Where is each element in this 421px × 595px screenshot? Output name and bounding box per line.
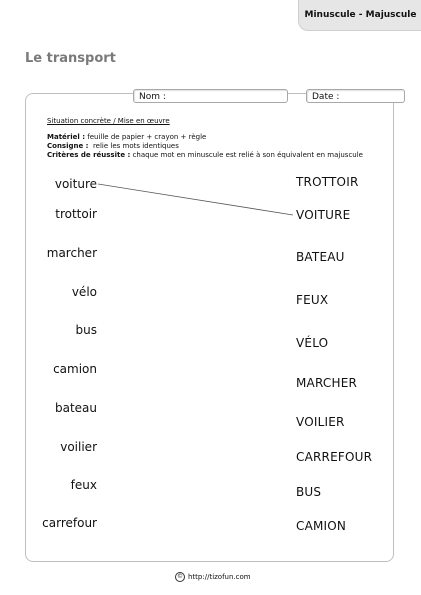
left-word[interactable]: voilier <box>60 440 97 454</box>
left-word[interactable]: bus <box>75 323 97 337</box>
right-word[interactable]: TROTTOIR <box>296 175 359 189</box>
right-word[interactable]: VOILIER <box>296 415 345 429</box>
left-word[interactable]: voiture <box>54 177 97 191</box>
left-word[interactable]: bateau <box>54 401 97 415</box>
date-label: Date : <box>312 92 340 102</box>
name-label: Nom : <box>139 92 166 102</box>
right-word[interactable]: MARCHER <box>296 376 358 390</box>
right-word[interactable]: VÉLO <box>296 336 329 350</box>
right-word[interactable]: BATEAU <box>296 250 345 264</box>
materiel-text: feuille de papier + crayon + règle <box>87 133 207 141</box>
consigne-text: relie les mots identiques <box>92 142 179 150</box>
criteres-text: chaque mot en minuscule est relié à son équivalent en majuscule <box>132 151 363 159</box>
materiel-label: Matériel : <box>47 133 86 141</box>
consigne-label: Consigne : <box>47 142 89 150</box>
page-title: Le transport <box>25 51 116 66</box>
criteres-label: Critères de réussite : <box>47 151 131 159</box>
left-word[interactable]: trottoir <box>55 207 97 221</box>
right-word[interactable]: BUS <box>296 485 322 499</box>
footer <box>175 572 251 582</box>
right-word[interactable]: CARREFOUR <box>296 450 373 464</box>
left-word[interactable]: carrefour <box>42 516 97 530</box>
footer-url[interactable]: http://tizofun.com <box>188 573 251 581</box>
left-word[interactable]: feux <box>70 478 97 492</box>
left-word[interactable]: marcher <box>46 246 97 260</box>
right-word[interactable]: VOITURE <box>296 208 351 222</box>
copyright-icon: © <box>177 573 183 580</box>
left-word[interactable]: camion <box>53 362 97 376</box>
situation-heading: Situation concrète / Mise en œuvre <box>47 117 170 125</box>
right-word[interactable]: FEUX <box>296 293 329 307</box>
right-word[interactable]: CAMION <box>296 519 347 533</box>
tab-label: Minuscule - Majuscule <box>304 10 417 20</box>
left-word[interactable]: vélo <box>71 285 97 299</box>
